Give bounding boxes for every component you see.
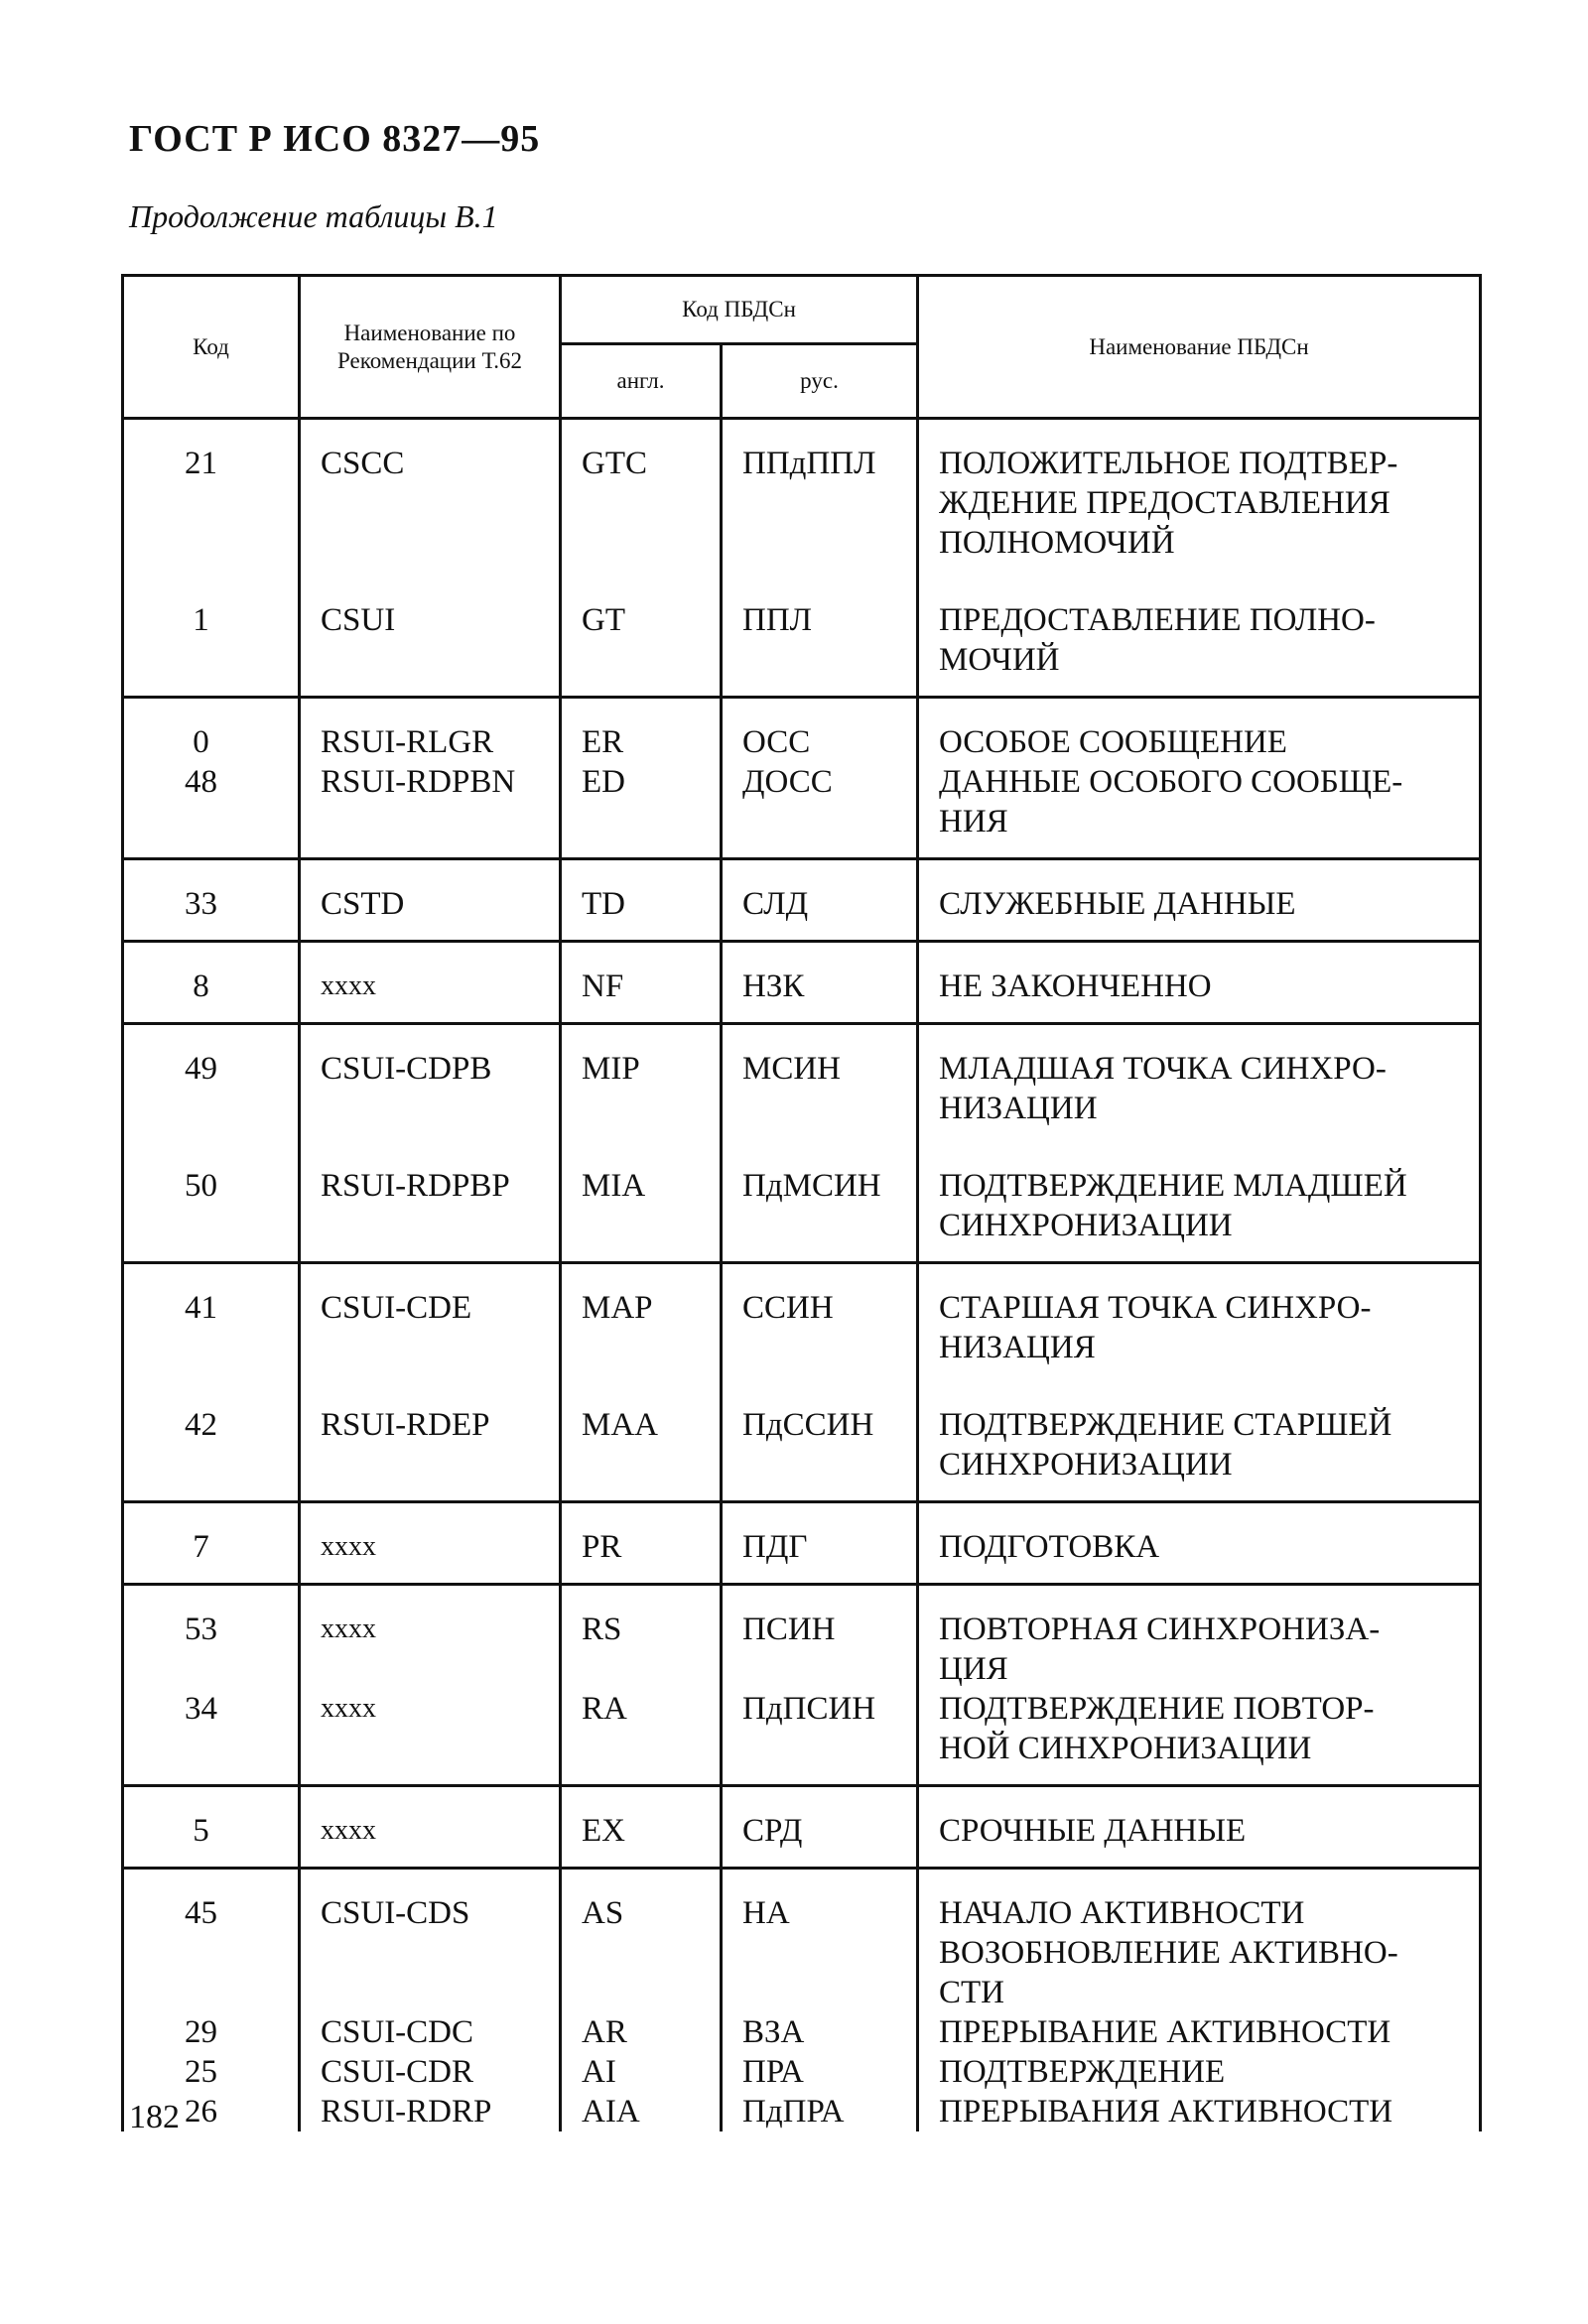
cell-code: 8 <box>123 942 300 1024</box>
cell-rus-code: ПдССИН <box>722 1367 918 1502</box>
header-rus: рус. <box>722 344 918 419</box>
cell-code: 42 <box>123 1367 300 1502</box>
cell-eng-code: TD <box>561 859 722 942</box>
cell-rec-name: CSUI-CDE <box>300 1263 561 1368</box>
cell-eng-code: AS AR AI AIA <box>561 1869 722 2132</box>
cell-eng-code: RS RA <box>561 1585 722 1786</box>
table-header <box>123 276 1481 419</box>
cell-rec-name: RSUI-RLGR RSUI-RDPBN <box>300 698 561 859</box>
cell-eng-code: ER ED <box>561 698 722 859</box>
cell-code: 41 <box>123 1263 300 1368</box>
cell-eng-code: NF <box>561 942 722 1024</box>
cell-rec-name: CSUI <box>300 563 561 698</box>
table-row <box>123 1367 1481 1502</box>
cell-rec-name: CSCC <box>300 419 561 564</box>
header-code: Код <box>123 276 300 419</box>
cell-rec-name: xxxx <box>300 1786 561 1869</box>
cell-rus-code: НА ВЗА ПРА ПдПРА <box>722 1869 918 2132</box>
cell-eng-code: MIP <box>561 1024 722 1129</box>
cell-pbdsn-name: ПОДГОТОВКА <box>918 1502 1481 1585</box>
document-title: ГОСТ Р ИСО 8327—95 <box>129 118 541 160</box>
cell-eng-code: MIA <box>561 1128 722 1263</box>
cell-eng-code: EX <box>561 1786 722 1869</box>
cell-code: 0 48 <box>123 698 300 859</box>
cell-rec-name: CSUI-CDPB <box>300 1024 561 1129</box>
code-table <box>121 274 1482 2131</box>
cell-pbdsn-name: НЕ ЗАКОНЧЕННО <box>918 942 1481 1024</box>
cell-rec-name: RSUI-RDEP <box>300 1367 561 1502</box>
table-continuation-caption: Продолжение таблицы В.1 <box>129 198 498 234</box>
cell-rec-name: RSUI-RDPBP <box>300 1128 561 1263</box>
cell-pbdsn-name: ПОЛОЖИТЕЛЬНОЕ ПОДТВЕР- ЖДЕНИЕ ПРЕДОСТАВЛЕНИЯ ПОЛНОМОЧИЙ <box>918 419 1481 564</box>
cell-code: 21 <box>123 419 300 564</box>
cell-pbdsn-name: ОСОБОЕ СООБЩЕНИЕ ДАННЫЕ ОСОБОГО СООБЩЕ- НИЯ <box>918 698 1481 859</box>
cell-rec-name: xxxx <box>300 1502 561 1585</box>
cell-pbdsn-name: ПРЕДОСТАВЛЕНИЕ ПОЛНО- МОЧИЙ <box>918 563 1481 698</box>
cell-pbdsn-name: СЛУЖЕБНЫЕ ДАННЫЕ <box>918 859 1481 942</box>
cell-code: 45 29 25 26 <box>123 1869 300 2132</box>
table-row <box>123 419 1481 564</box>
cell-rec-name: CSTD <box>300 859 561 942</box>
page-number: 182 <box>129 2099 180 2135</box>
cell-rus-code: МСИН <box>722 1024 918 1129</box>
table-row <box>123 942 1481 1024</box>
table-row <box>123 859 1481 942</box>
table-row <box>123 1502 1481 1585</box>
table-row <box>123 1585 1481 1786</box>
cell-code: 49 <box>123 1024 300 1129</box>
cell-eng-code: PR <box>561 1502 722 1585</box>
table-body <box>123 419 1481 2132</box>
cell-rus-code: ССИН <box>722 1263 918 1368</box>
cell-rus-code: НЗК <box>722 942 918 1024</box>
cell-pbdsn-name: СРОЧНЫЕ ДАННЫЕ <box>918 1786 1481 1869</box>
cell-pbdsn-name: ПОВТОРНАЯ СИНХРОНИЗА- ЦИЯ ПОДТВЕРЖДЕНИЕ ПОВТОР- НОЙ СИНХРОНИЗАЦИИ <box>918 1585 1481 1786</box>
cell-code: 5 <box>123 1786 300 1869</box>
cell-code: 1 <box>123 563 300 698</box>
header-rec-name: Наименование по Рекомендации Т.62 <box>300 276 561 419</box>
table-row <box>123 1869 1481 2132</box>
table-row <box>123 698 1481 859</box>
cell-code: 53 34 <box>123 1585 300 1786</box>
table-row <box>123 563 1481 698</box>
cell-rus-code: ПДГ <box>722 1502 918 1585</box>
header-pbdsn-code: Код ПБДСн <box>561 276 918 344</box>
cell-eng-code: GTC <box>561 419 722 564</box>
cell-eng-code: MAA <box>561 1367 722 1502</box>
cell-rus-code: СРД <box>722 1786 918 1869</box>
cell-pbdsn-name: МЛАДШАЯ ТОЧКА СИНХРО- НИЗАЦИИ <box>918 1024 1481 1129</box>
table-row <box>123 1263 1481 1368</box>
cell-rus-code: ППдППЛ <box>722 419 918 564</box>
cell-pbdsn-name: НАЧАЛО АКТИВНОСТИ ВОЗОБНОВЛЕНИЕ АКТИВНО- СТИ ПРЕРЫВАНИЕ АКТИВНОСТИ ПОДТВЕРЖДЕНИЕ ПРЕРЫВАНИЯ АКТИВНОСТИ <box>918 1869 1481 2132</box>
table-row <box>123 1128 1481 1263</box>
header-eng: англ. <box>561 344 722 419</box>
cell-pbdsn-name: СТАРШАЯ ТОЧКА СИНХРО- НИЗАЦИЯ <box>918 1263 1481 1368</box>
cell-rus-code: ППЛ <box>722 563 918 698</box>
table-row <box>123 1786 1481 1869</box>
cell-pbdsn-name: ПОДТВЕРЖДЕНИЕ МЛАДШЕЙ СИНХРОНИЗАЦИИ <box>918 1128 1481 1263</box>
header-pbdsn-name: Наименование ПБДСн <box>918 276 1481 419</box>
cell-rus-code: ПдМСИН <box>722 1128 918 1263</box>
cell-rus-code: ПСИН ПдПСИН <box>722 1585 918 1786</box>
cell-code: 7 <box>123 1502 300 1585</box>
table-row <box>123 1024 1481 1129</box>
cell-rec-name: CSUI-CDS CSUI-CDC CSUI-CDR RSUI-RDRP <box>300 1869 561 2132</box>
cell-rus-code: СЛД <box>722 859 918 942</box>
cell-rec-name: xxxx <box>300 942 561 1024</box>
cell-code: 50 <box>123 1128 300 1263</box>
cell-eng-code: GT <box>561 563 722 698</box>
cell-rec-name: xxxx xxxx <box>300 1585 561 1786</box>
cell-pbdsn-name: ПОДТВЕРЖДЕНИЕ СТАРШЕЙ СИНХРОНИЗАЦИИ <box>918 1367 1481 1502</box>
cell-eng-code: MAP <box>561 1263 722 1368</box>
cell-code: 33 <box>123 859 300 942</box>
cell-rus-code: ОСС ДОСС <box>722 698 918 859</box>
